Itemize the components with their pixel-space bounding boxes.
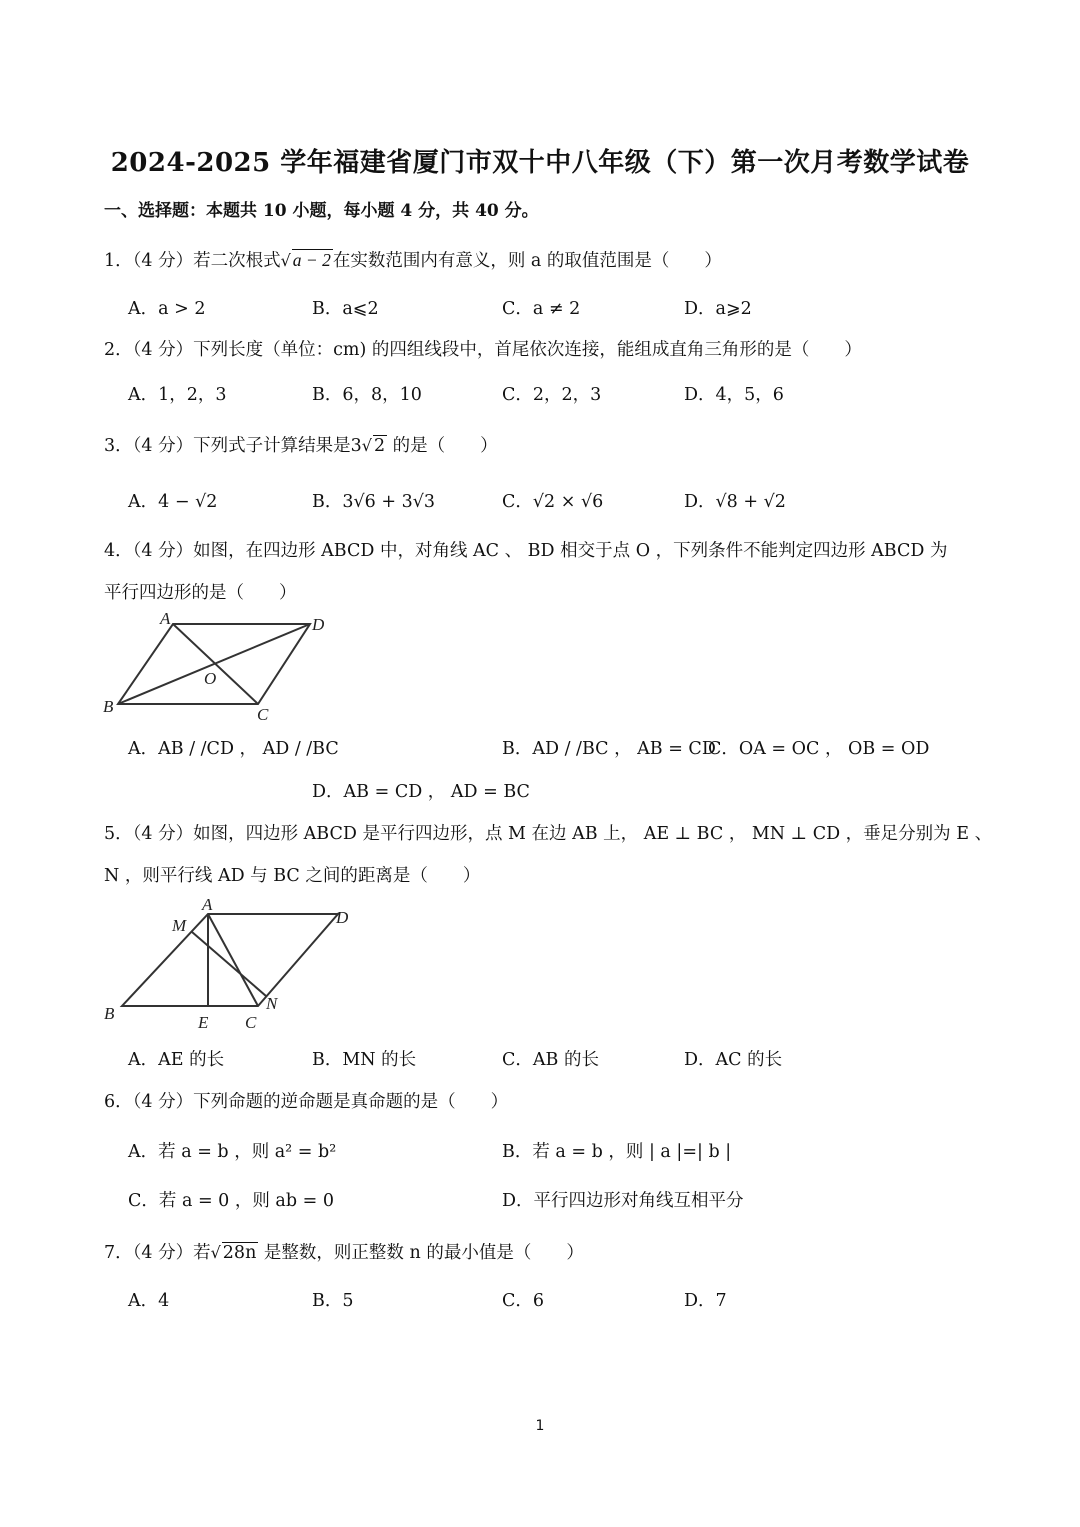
- q6-score: （4 分）: [132, 1092, 194, 1112]
- q6-option-c: C．若 a = 0 ，则 ab = 0: [128, 1191, 334, 1211]
- q7-option-c: C．6: [502, 1291, 545, 1311]
- q3-option-a: [128, 488, 217, 513]
- q7-option-a: A．4: [128, 1291, 170, 1311]
- q3-radicand: 2: [373, 436, 386, 456]
- q7-text-before: 若: [193, 1243, 211, 1263]
- q6-option-d: D．平行四边形对角线互相平分: [502, 1191, 744, 1211]
- q5-option-d: D．AC 的长: [684, 1050, 783, 1070]
- q1-option-b: B．a⩽2: [312, 299, 379, 319]
- q4-text-line1: 如图，在四边形 ABCD 中，对角线 AC 、 BD 相交于点 O ，下列条件不能判定四边形 ABCD 为: [193, 541, 948, 561]
- q4-label-a: A: [160, 609, 171, 628]
- question-7: [104, 1239, 584, 1264]
- q3-option-c-label: C．: [502, 492, 533, 512]
- sqrt-icon: √: [280, 251, 291, 270]
- q7-option-d: D．7: [684, 1291, 727, 1311]
- q3-option-d-label: D．: [684, 492, 716, 512]
- sqrt-icon: √: [210, 1243, 221, 1262]
- q5-score: （4 分）: [132, 824, 194, 844]
- q3-option-b-label: B．: [312, 492, 343, 512]
- q1-option-d: D．a⩾2: [684, 299, 752, 319]
- q7-option-b: B．5: [312, 1291, 354, 1311]
- q1-number: 1．: [104, 251, 133, 271]
- sqrt-icon: √: [361, 436, 372, 455]
- q2-option-c: C．2，2，3: [502, 385, 602, 405]
- q5-segment-ac: [208, 914, 258, 1006]
- page-number: 1: [535, 1418, 545, 1434]
- q4-option-b: B．AD / /BC ， AB = CD: [502, 739, 716, 759]
- q4-label-o: O: [204, 669, 217, 688]
- q7-text-after: 是整数，则正整数 n 的最小值是（ ）: [263, 1243, 584, 1263]
- q3-option-c: [502, 488, 603, 513]
- q7-score: （4 分）: [132, 1243, 194, 1263]
- q3-number: 3．: [104, 436, 133, 456]
- q5-label-c: C: [245, 1013, 257, 1032]
- q3-option-b-expr: 3√6 + 3√3: [342, 492, 436, 512]
- q5-option-a: A．AE 的长: [128, 1050, 225, 1070]
- q5-label-n: N: [266, 994, 278, 1013]
- q4-text-line2: 平行四边形的是（ ）: [104, 583, 297, 603]
- q2-score: （4 分）: [132, 340, 194, 360]
- q3-text-after: 的是（ ）: [392, 436, 498, 456]
- question-1: [104, 247, 722, 272]
- q5-number: 5．: [104, 824, 133, 844]
- exam-title: 2024-2025 学年福建省厦门市双十中八年级（下）第一次月考数学试卷: [110, 148, 970, 178]
- q5-option-b: B．MN 的长: [312, 1050, 417, 1070]
- q3-score: （4 分）: [132, 436, 194, 456]
- q1-text-before: 若二次根式: [193, 251, 281, 271]
- q5-label-b: B: [104, 1004, 115, 1023]
- q1-text-after: 在实数范围内有意义，则 a 的取值范围是（ ）: [332, 251, 722, 271]
- q5-parallelogram: [122, 914, 338, 1006]
- q2-option-d: D．4，5，6: [684, 385, 784, 405]
- q1-score: （4 分）: [132, 251, 194, 271]
- q4-label-d: D: [312, 615, 325, 634]
- q5-text-line2: N ，则平行线 AD 与 BC 之间的距离是（ ）: [104, 866, 481, 886]
- q2-text: 下列长度（单位：cm) 的四组线段中，首尾依次连接，能组成直角三角形的是（ ）: [193, 340, 862, 360]
- question-2: [104, 336, 862, 361]
- question-5: [104, 820, 992, 845]
- q3-coef: 3: [350, 436, 362, 456]
- q1-option-a: A．a > 2: [128, 299, 206, 319]
- q2-option-b: B．6，8，10: [312, 385, 422, 405]
- q2-number: 2．: [104, 340, 133, 360]
- q6-option-a: A．若 a = b ，则 a² = b²: [128, 1142, 337, 1162]
- q5-label-a: A: [202, 895, 213, 914]
- q3-text-before: 下列式子计算结果是: [193, 436, 351, 456]
- q5-label-e: E: [198, 1013, 209, 1032]
- q6-text: 下列命题的逆命题是真命题的是（ ）: [193, 1092, 509, 1112]
- q2-option-a: A．1，2，3: [128, 385, 227, 405]
- q4-option-d: D．AB = CD ， AD = BC: [312, 782, 530, 802]
- question-4: [104, 537, 947, 562]
- q4-label-b: B: [103, 697, 114, 716]
- q4-parallelogram-figure: [100, 608, 340, 728]
- q4-label-c: C: [257, 705, 269, 724]
- q6-option-b: B．若 a = b ，则 | a |=| b |: [502, 1142, 732, 1162]
- q5-label-m: M: [172, 916, 187, 935]
- q3-option-d-expr: √8 + √2: [715, 492, 786, 512]
- q4-number: 4．: [104, 541, 133, 561]
- q7-number: 7．: [104, 1243, 133, 1263]
- q3-option-c-expr: √2 × √6: [532, 492, 604, 512]
- q4-option-c: C．OA = OC ， OB = OD: [708, 739, 930, 759]
- question-3: [104, 432, 498, 457]
- q5-option-c: C．AB 的长: [502, 1050, 599, 1070]
- q5-segment-mn: [192, 932, 266, 996]
- question-6: [104, 1088, 508, 1113]
- q3-option-d: [684, 488, 786, 513]
- q3-option-a-expr: 4 − √2: [158, 492, 218, 512]
- q6-number: 6．: [104, 1092, 133, 1112]
- q5-label-d: D: [336, 908, 349, 927]
- q5-parallelogram-figure: [100, 892, 360, 1034]
- q4-option-a: A．AB / /CD ， AD / /BC: [128, 739, 339, 759]
- q1-option-c: C．a ≠ 2: [502, 299, 581, 319]
- q4-score: （4 分）: [132, 541, 194, 561]
- q7-radicand: 28n: [222, 1243, 257, 1263]
- q1-radicand: a − 2: [292, 250, 331, 270]
- q3-option-a-label: A．: [128, 492, 159, 512]
- section-heading: 一、选择题：本题共 10 小题，每小题 4 分，共 40 分。: [104, 201, 539, 221]
- q3-option-b: [312, 488, 435, 513]
- q5-text-line1: 如图，四边形 ABCD 是平行四边形，点 M 在边 AB 上， AE ⊥ BC ， MN ⊥ CD ，垂足分别为 E 、: [193, 824, 993, 844]
- q4-diagonal-bd: [118, 624, 310, 704]
